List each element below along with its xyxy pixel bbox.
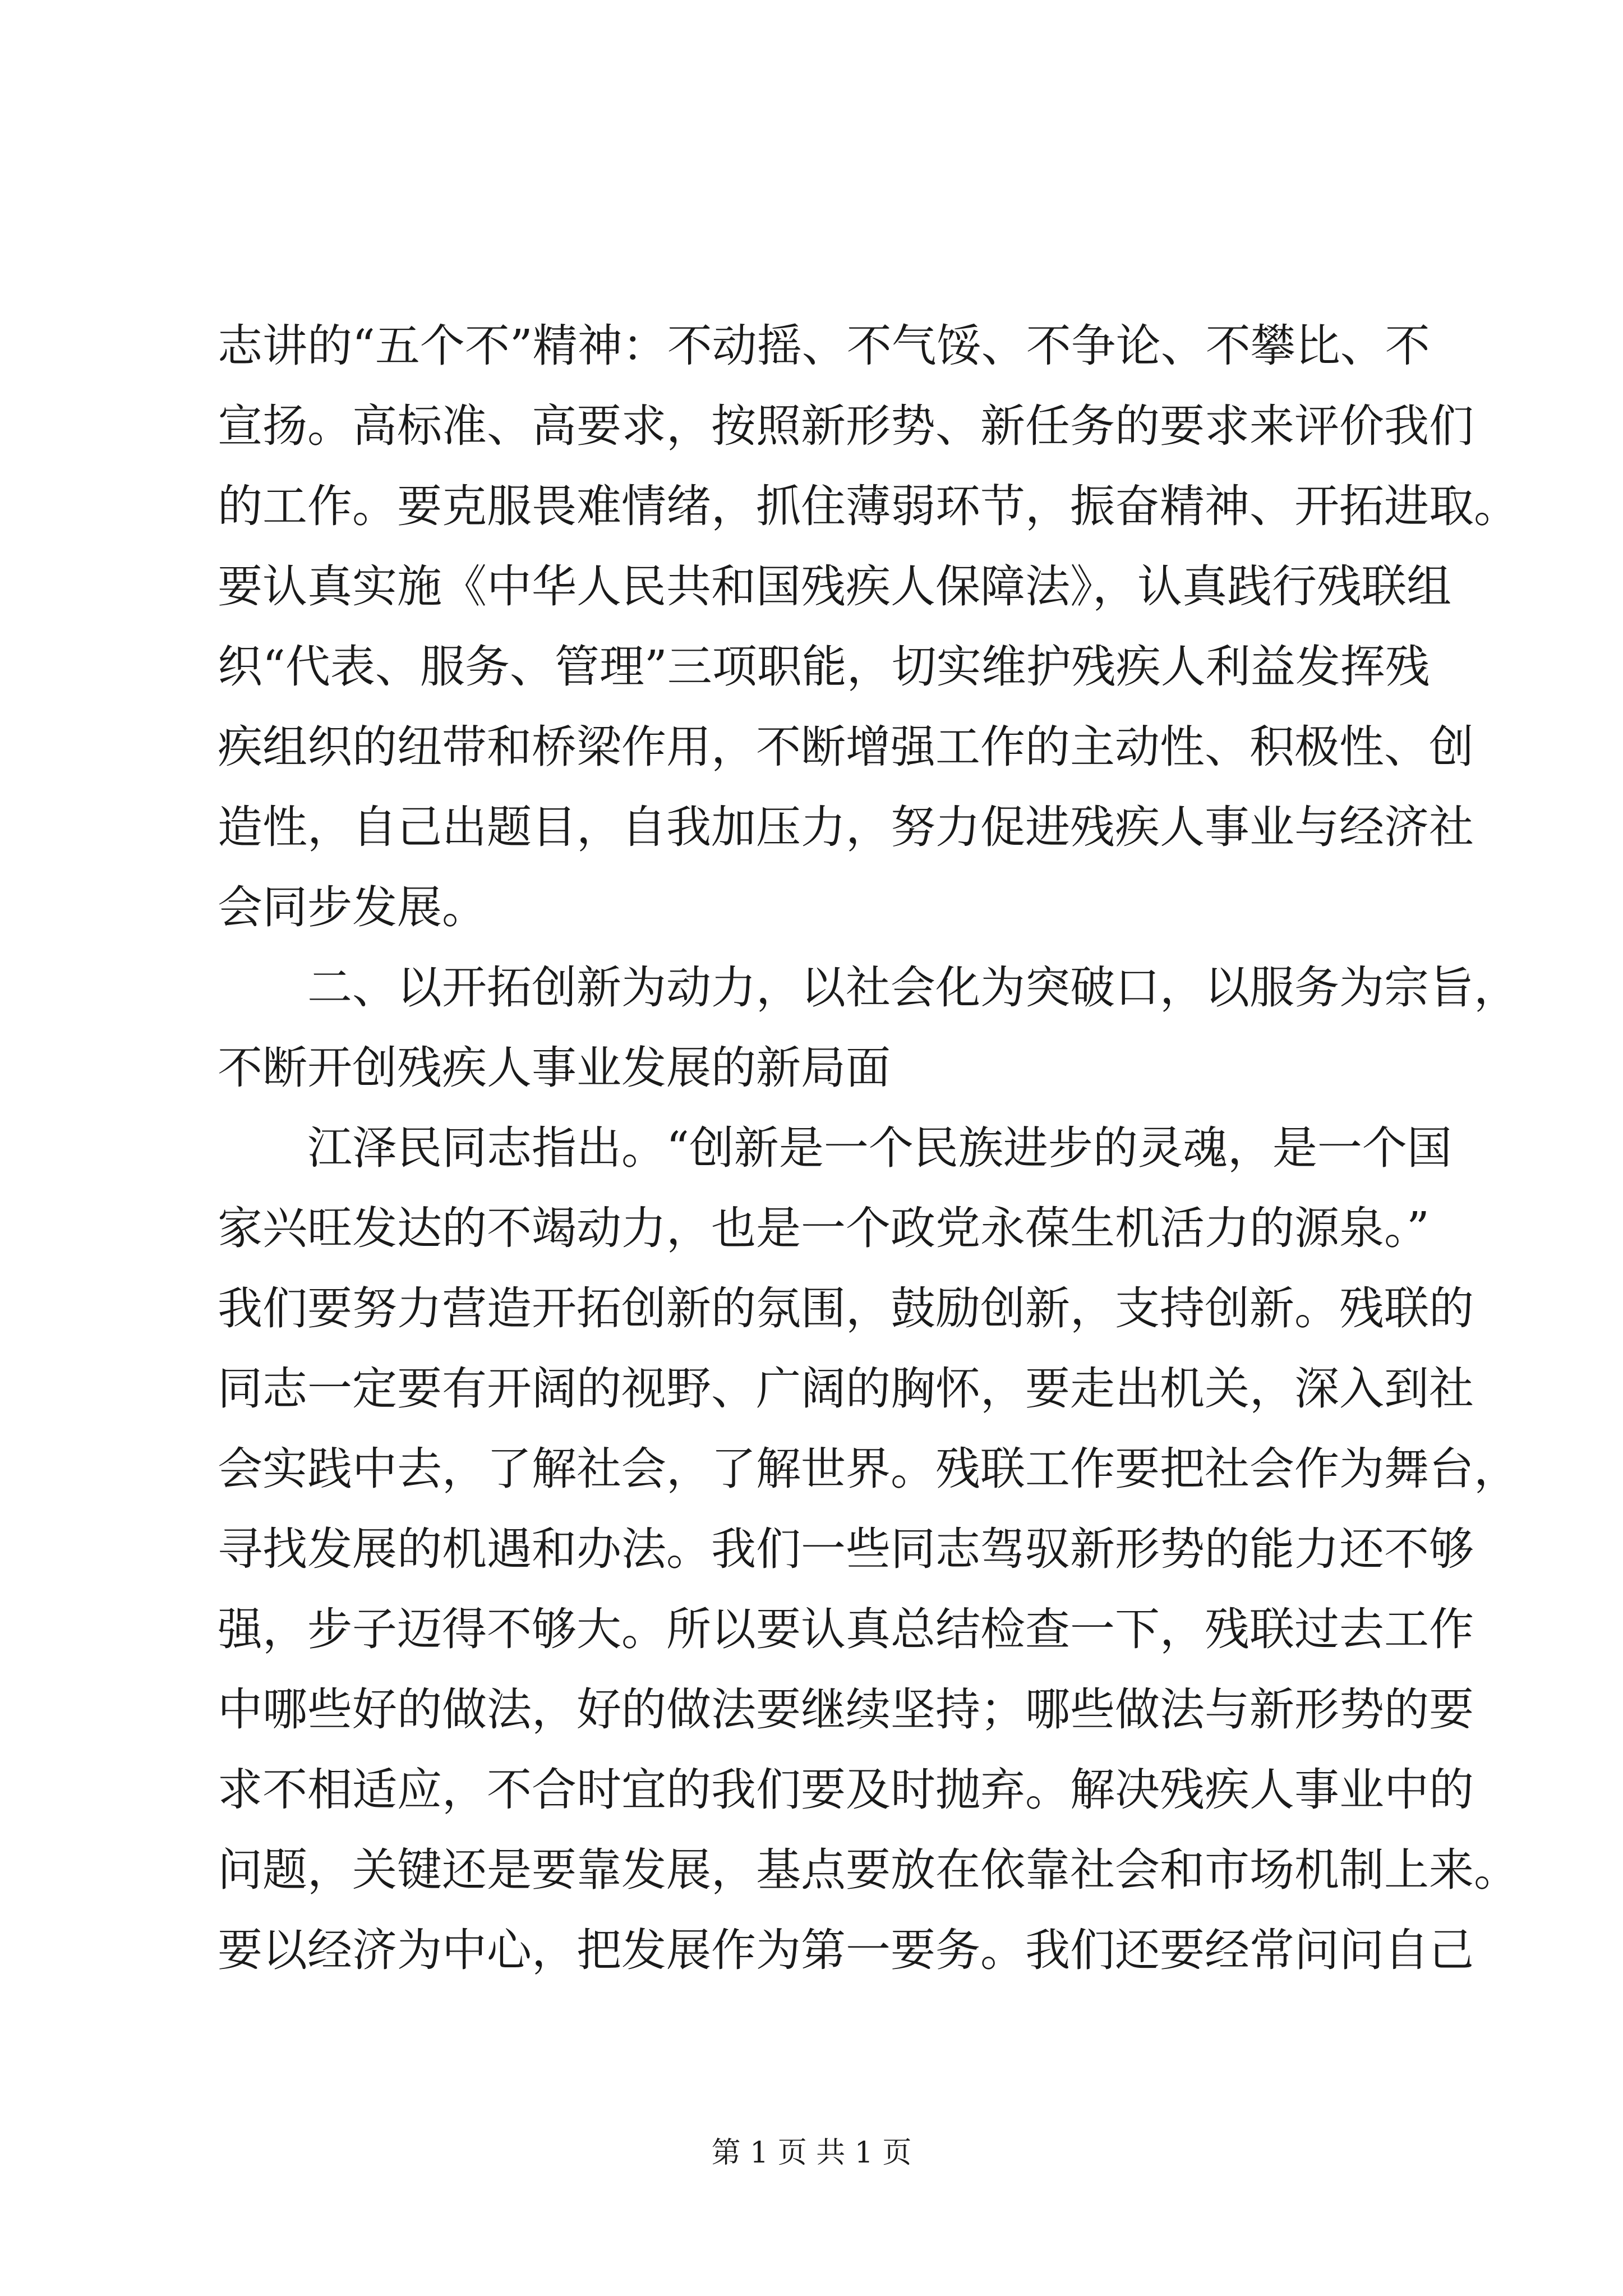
text-line: 志讲的“五个不”精神：不动摇、不气馁、不争论、不攀比、不: [218, 320, 1430, 372]
text-line: 强，步子迈得不够大。所以要认真总结检查一下，残联过去工作: [218, 1603, 1474, 1655]
text-line: 求不相适应，不合时宜的我们要及时抛弃。解决残疾人事业中的: [218, 1764, 1474, 1816]
text-line: 造性，自己出题目，自我加压力，努力促进残疾人事业与经济社: [218, 801, 1474, 853]
text-line: 问题，关键还是要靠发展，基点要放在依靠社会和市场机制上来。: [218, 1844, 1519, 1896]
text-line: 会实践中去，了解社会，了解世界。残联工作要把社会作为舞台，: [218, 1443, 1519, 1495]
text-line: 二、以开拓创新为动力，以社会化为突破口，以服务为宗旨，: [307, 961, 1519, 1014]
text-line: 同志一定要有开阔的视野、广阔的胸怀，要走出机关，深入到社: [218, 1363, 1474, 1415]
text-line: 不断开创残疾人事业发展的新局面: [218, 1042, 891, 1094]
text-line: 江泽民同志指出。“创新是一个民族进步的灵魂，是一个国: [307, 1122, 1452, 1174]
text-line: 寻找发展的机遇和办法。我们一些同志驾驭新形势的能力还不够: [218, 1523, 1474, 1575]
document-body: [218, 306, 1519, 1990]
text-line: 我们要努力营造开拓创新的氛围，鼓励创新，支持创新。残联的: [218, 1282, 1474, 1335]
text-line: 中哪些好的做法，好的做法要继续坚持；哪些做法与新形势的要: [218, 1683, 1474, 1736]
text-line: 宣扬。高标准、高要求，按照新形势、新任务的要求来评价我们: [218, 400, 1474, 452]
text-line: 的工作。要克服畏难情绪，抓住薄弱环节，振奋精神、开拓进取。: [218, 480, 1519, 532]
text-line: 要认真实施《中华人民共和国残疾人保障法》，认真践行残联组: [218, 560, 1451, 613]
page-footer: 第 1 页 共 1 页: [711, 2136, 912, 2170]
text-line: 疾组织的纽带和桥梁作用，不断增强工作的主动性、积极性、创: [218, 721, 1474, 773]
text-line: 织“代表、服务、管理”三项职能，切实维护残疾人利益发挥残: [218, 641, 1430, 693]
text-line: 会同步发展。: [218, 881, 487, 933]
text-line: 要以经济为中心，把发展作为第一要务。我们还要经常问问自己: [218, 1924, 1474, 1976]
text-line: 家兴旺发达的不竭动力，也是一个政党永葆生机活力的源泉。”: [218, 1202, 1430, 1254]
